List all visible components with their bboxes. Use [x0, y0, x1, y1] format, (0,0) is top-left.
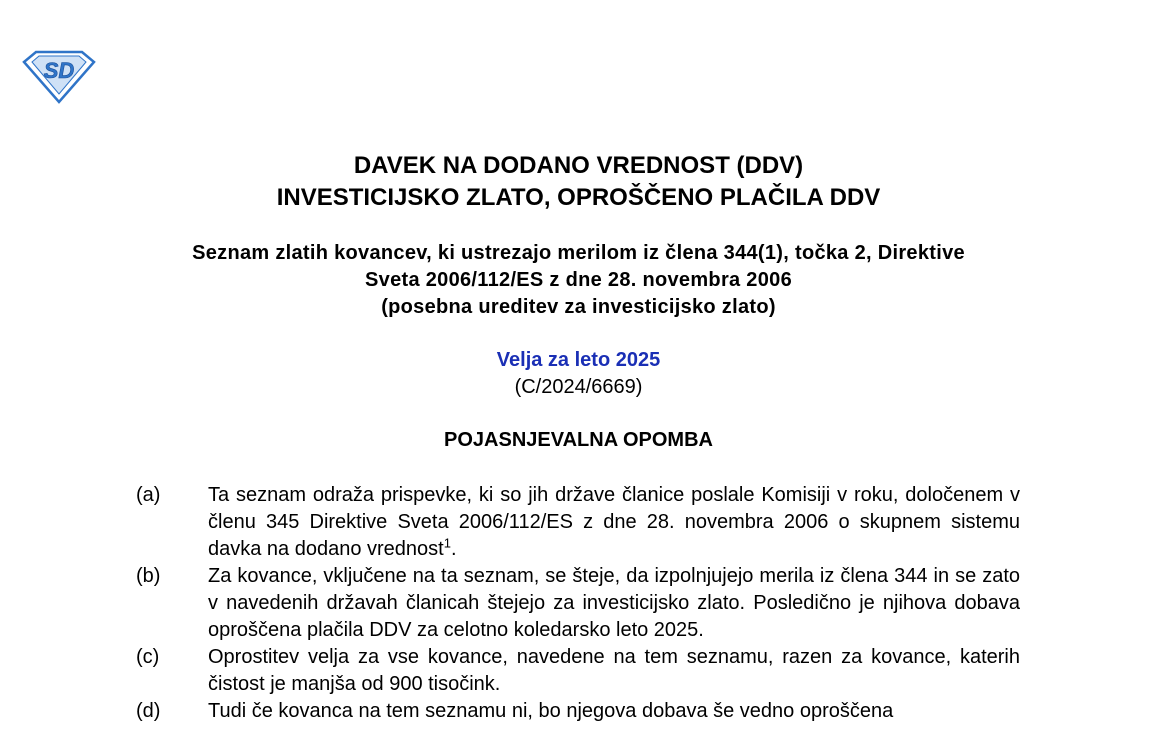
item-text: Za kovance, vključene na ta seznam, se šteje, da izpolnjujejo merila iz člena 344 in se zato v navedenih državah članicah štejejo za investicijsko zlato. Posledično je njihova dobava oproščena plačila DDV za celotno koledarsko leto 2025.: [208, 565, 1020, 641]
item-label: (b): [136, 565, 161, 587]
section-heading: POJASNJEVALNA OPOMBA: [444, 429, 713, 451]
explanatory-notes-list: [136, 482, 1020, 725]
document-title: [0, 150, 1157, 214]
item-text-end: .: [450, 538, 457, 560]
item-label: (c): [136, 646, 160, 668]
document-subtitle: [0, 240, 1157, 321]
sd-logo: [22, 48, 96, 104]
subtitle-line-2: Sveta 2006/112/ES z dne 28. novembra 2006: [365, 269, 792, 291]
subtitle-line-1: Seznam zlatih kovancev, ki ustrezajo merilom iz člena 344(1), točka 2, Direktive: [192, 242, 965, 264]
item-label: (d): [136, 700, 161, 722]
footnote-ref[interactable]: 1: [443, 535, 451, 551]
item-label: (a): [136, 484, 161, 506]
title-line-2: INVESTICIJSKO ZLATO, OPROŠČENO PLAČILA DDV: [276, 184, 881, 211]
validity-block: [0, 347, 1157, 401]
subtitle-line-3: (posebna ureditev za investicijsko zlato): [381, 296, 776, 318]
validity-year: Velja za leto 2025: [496, 349, 661, 371]
list-item: [136, 482, 1020, 563]
list-item: [136, 698, 1020, 725]
title-line-1: DAVEK NA DODANO VREDNOST (DDV): [353, 152, 804, 179]
item-text: Tudi če kovanca na tem seznamu ni, bo njegova dobava še vedno oproščena: [208, 700, 894, 722]
item-text: Oprostitev velja za vse kovance, navedene na tem seznamu, razen za kovance, katerih čistost je manjša od 900 tisočink.: [208, 646, 1020, 695]
item-text-body: Ta seznam odraža prispevke, ki so jih države članice poslale Komisiji v roku, določenem v členu 345 Direktive Sveta 2006/112/ES z dne 28. novembra 2006 o skupnem sistemu davka na dodano vrednost: [208, 484, 1020, 560]
document-reference: (C/2024/6669): [514, 376, 643, 398]
sd-shield-logo-icon: [22, 48, 96, 104]
list-item: [136, 644, 1020, 698]
list-item: [136, 563, 1020, 644]
item-text: [208, 482, 1020, 563]
logo-text: SD: [43, 58, 75, 83]
